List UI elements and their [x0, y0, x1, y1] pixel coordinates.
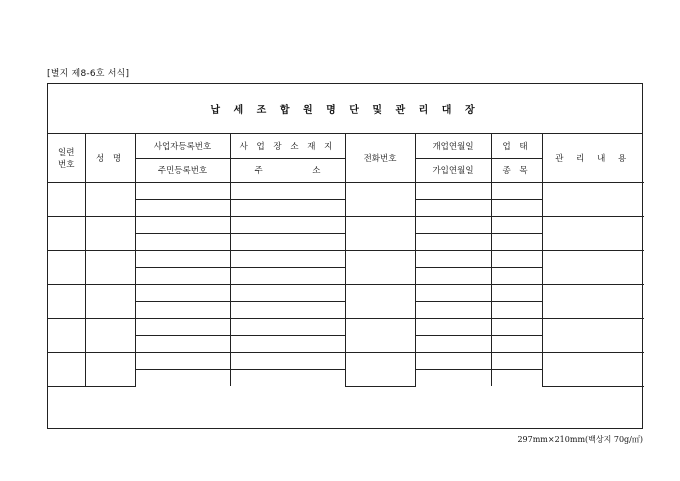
entry-cell[interactable]: [345, 318, 415, 352]
entry-cell[interactable]: [542, 216, 644, 250]
entry-cell[interactable]: [85, 284, 135, 318]
entry-cell[interactable]: [135, 199, 230, 216]
header-resident-reg-no: 주민등록번호: [135, 158, 230, 182]
header-phone: 전화번호: [345, 134, 415, 182]
entry-cell[interactable]: [230, 182, 345, 199]
entry-cell[interactable]: [230, 301, 345, 318]
entry-cell[interactable]: [48, 318, 85, 352]
entry-cell[interactable]: [135, 250, 230, 267]
entry-cell[interactable]: [542, 352, 644, 386]
entry-cell[interactable]: [230, 352, 345, 369]
member-entry-row: [48, 318, 644, 335]
entry-cell[interactable]: [85, 250, 135, 284]
entry-cell[interactable]: [415, 267, 491, 284]
entry-cell[interactable]: [542, 182, 644, 216]
entry-cell[interactable]: [135, 335, 230, 352]
entry-cell[interactable]: [135, 284, 230, 301]
member-entry-row: [48, 352, 644, 369]
header-serial-no-text: 일련 번호: [58, 147, 75, 170]
entry-cell[interactable]: [345, 284, 415, 318]
entry-cell[interactable]: [491, 335, 542, 352]
entry-cell[interactable]: [491, 199, 542, 216]
entry-cell[interactable]: [345, 352, 415, 386]
entry-cell[interactable]: [345, 216, 415, 250]
entry-cell[interactable]: [415, 284, 491, 301]
header-address-right: 소: [312, 166, 321, 176]
entry-cell[interactable]: [48, 284, 85, 318]
entry-cell[interactable]: [491, 369, 542, 386]
entry-cell[interactable]: [85, 182, 135, 216]
entry-cell[interactable]: [415, 335, 491, 352]
entry-cell[interactable]: [415, 318, 491, 335]
entry-cell[interactable]: [345, 182, 415, 216]
entry-cell[interactable]: [415, 301, 491, 318]
entry-cell[interactable]: [345, 250, 415, 284]
entry-cell[interactable]: [542, 284, 644, 318]
member-entry-row: [48, 182, 644, 199]
form-title: 납 세 조 합 원 명 단 및 관 리 대 장: [48, 84, 642, 134]
member-entry-row: [48, 216, 644, 233]
header-management: 관 리 내 용: [542, 134, 644, 182]
entry-cell[interactable]: [415, 199, 491, 216]
entry-cell[interactable]: [135, 233, 230, 250]
entry-cell[interactable]: [542, 318, 644, 352]
entry-cell[interactable]: [415, 352, 491, 369]
entry-cell[interactable]: [135, 267, 230, 284]
header-address: [230, 158, 345, 182]
member-entry-row: [48, 250, 644, 267]
entry-cell[interactable]: [415, 369, 491, 386]
entry-cell[interactable]: [230, 369, 345, 386]
entry-cell[interactable]: [415, 250, 491, 267]
header-biz-reg-no: 사업자등록번호: [135, 134, 230, 158]
entry-cell[interactable]: [230, 335, 345, 352]
register-table: [48, 134, 644, 387]
entry-cell[interactable]: [542, 250, 644, 284]
entry-cell[interactable]: [230, 233, 345, 250]
paper-spec-note: 297mm×210mm(백상지 70g/㎡): [517, 435, 643, 444]
entry-cell[interactable]: [48, 182, 85, 216]
entry-cell[interactable]: [48, 216, 85, 250]
entry-cell[interactable]: [135, 216, 230, 233]
entry-cell[interactable]: [415, 182, 491, 199]
header-opening-date: 개업연월일: [415, 134, 491, 158]
entry-cell[interactable]: [415, 216, 491, 233]
entry-cell[interactable]: [491, 216, 542, 233]
entry-cell[interactable]: [491, 301, 542, 318]
entry-cell[interactable]: [135, 352, 230, 369]
entry-cell[interactable]: [85, 352, 135, 386]
entry-cell[interactable]: [135, 182, 230, 199]
header-join-date: 가입연월일: [415, 158, 491, 182]
entry-cell[interactable]: [48, 352, 85, 386]
entry-cell[interactable]: [230, 318, 345, 335]
header-business-item: 종 목: [491, 158, 542, 182]
entry-cell[interactable]: [135, 318, 230, 335]
header-biz-location: 사 업 장 소 재 지: [230, 134, 345, 158]
entry-cell[interactable]: [135, 301, 230, 318]
entry-cell[interactable]: [491, 284, 542, 301]
entry-cell[interactable]: [85, 318, 135, 352]
entry-cell[interactable]: [135, 369, 230, 386]
header-business-type: 업 태: [491, 134, 542, 158]
entry-cell[interactable]: [491, 318, 542, 335]
entry-cell[interactable]: [230, 267, 345, 284]
entry-cell[interactable]: [230, 199, 345, 216]
header-serial-no: [48, 134, 85, 182]
header-address-left: 주: [254, 166, 263, 176]
entry-cell[interactable]: [491, 250, 542, 267]
entry-cell[interactable]: [491, 182, 542, 199]
register-form: [47, 83, 643, 429]
entry-cell[interactable]: [491, 233, 542, 250]
entry-cell[interactable]: [230, 250, 345, 267]
member-entry-row: [48, 284, 644, 301]
entry-cell[interactable]: [230, 216, 345, 233]
entry-cell[interactable]: [48, 250, 85, 284]
form-number-label: [별지 제8-6호 서식]: [47, 69, 130, 79]
header-row-1: [48, 134, 644, 158]
entry-cell[interactable]: [230, 284, 345, 301]
entry-cell[interactable]: [491, 352, 542, 369]
entry-cell[interactable]: [415, 233, 491, 250]
entry-cell[interactable]: [85, 216, 135, 250]
header-name: 성 명: [85, 134, 135, 182]
entry-cell[interactable]: [491, 267, 542, 284]
